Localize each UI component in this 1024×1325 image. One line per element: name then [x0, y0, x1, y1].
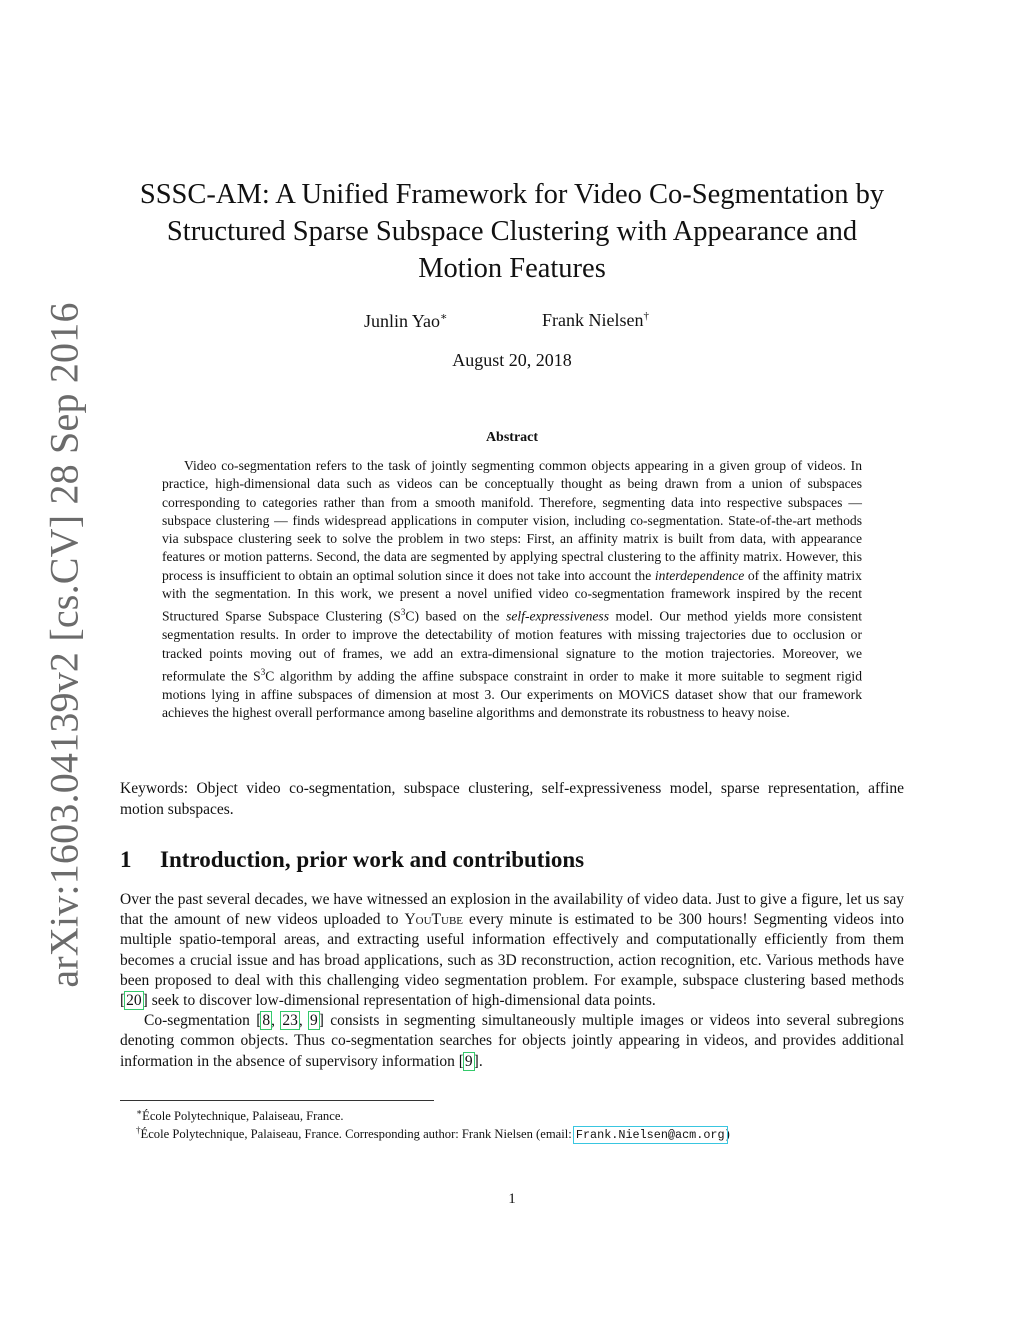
- section-number: 1: [120, 847, 132, 872]
- brand-name: YouTube: [404, 911, 464, 929]
- keywords: Keywords: Object video co-segmentation, subspace clustering, self-expressiveness model, sparse representation, affine motion subspaces.: [120, 780, 904, 818]
- author-footnote-mark: †: [643, 310, 649, 322]
- citation-link[interactable]: 9: [464, 1052, 473, 1070]
- footnote-2: †École Polytechnique, Palaiseau, France. Corresponding author: Frank Nielsen (email: Frank.Nielsen@acm.org): [120, 1122, 904, 1144]
- email-link[interactable]: Frank.Nielsen@acm.org: [575, 1128, 725, 1143]
- emphasis: interdependence: [654, 567, 745, 583]
- abstract-heading: Abstract: [485, 430, 539, 445]
- paragraph: Over the past several decades, we have witnessed an explosion in the availability of video data. Just to give a figure, let us say that the amount of new videos uploaded to YouTube every minute is estimated to be 300 hours! Segmenting videos into multiple spatio-temporal areas, and extracting useful information effectively and computationally efficiently from them becomes a crucial issue and has broad applications, such as 3D reconstruction, action recognition, etc. Various methods have been proposed to deal with this challenging video segmentation problem. For example, subspace clustering based methods [20] seek to discover low-dimensional representation of high-dimensional data points.: [120, 891, 905, 1010]
- footnote-divider: [120, 1100, 434, 1101]
- paper-title: [100, 176, 924, 287]
- citation-link[interactable]: 9: [310, 1012, 318, 1030]
- footnote-mark: †: [136, 1125, 141, 1135]
- introduction-text: [120, 890, 904, 1072]
- page-number: 1: [508, 1191, 516, 1207]
- title-line: Structured Sparse Subspace Clustering with Appearance and: [166, 216, 858, 247]
- footnote-mark: ∗: [136, 1107, 143, 1117]
- paragraph: Co-segmentation [8, 23, 9] consists in segmenting simultaneously multiple images or videos into several subregions denoting common objects. Thus co-segmentation searches for objects jointly appearing in videos, and provides additional information in the absence of supervisory information [9].: [120, 1012, 905, 1070]
- emphasis: self-expressiveness: [506, 608, 609, 624]
- arxiv-identifier[interactable]: arXiv:1603.04139v2 [cs.CV] 28 Sep 2016: [41, 302, 87, 988]
- author-footnote-mark: ∗: [440, 311, 448, 323]
- title-line: SSSC-AM: A Unified Framework for Video Co-Segmentation by: [139, 179, 885, 210]
- author-junlin-yao: Junlin Yao∗: [364, 311, 448, 331]
- paper-date: August 20, 2018: [452, 350, 572, 370]
- citation-link[interactable]: 8: [262, 1012, 271, 1030]
- title-line: Motion Features: [418, 253, 606, 284]
- citation-link[interactable]: 23: [282, 1012, 298, 1030]
- section-title: Introduction, prior work and contributions: [160, 847, 585, 872]
- author-frank-nielsen: Frank Nielsen†: [542, 310, 649, 330]
- citation-link[interactable]: 20: [126, 992, 142, 1010]
- footnote-1: ∗École Polytechnique, Palaiseau, France.: [120, 1104, 904, 1125]
- section-heading: [120, 847, 584, 873]
- abstract-text: Video co-segmentation refers to the task of jointly segmenting common objects appearing in a given group of videos. In practice, high-dimensional data such as videos can be conceptually thought as being drawn from a union of subspaces corresponding to categories rather than from a smooth manifold. Therefore, segmenting data into respective subspaces — subspace clustering — finds widespread applications in computer vision, including co-segmentation. State-of-the-art methods via subspace clustering seek to solve the problem in two steps: First, an affinity matrix is built from data, with appearance features or motion patterns. Second, the data are segmented by applying spectral clustering to the affinity matrix. However, this process is insufficient to obtain an optimal solution since it does not take into account the interdependence of the affinity matrix with the segmentation. In this work, we present a novel unified video co-segmentation framework inspired by the recent Structured Sparse Subspace Clustering $(S^3C)$ based on the self-expressiveness model. Our method yields more consistent segmentation results. In order to improve the detectability of motion features with missing trajectories due to occlusion or tracked points moving out of frames, we add an extra-dimensional signature to the motion trajectories. Moreover, we reformulate the $S^3C$ algorithm by adding the affine subspace constraint in order to make it more suitable to segment rigid motions lying in affine subspaces of dimension at most 3. Our experiments on MOViCS dataset show that our framework achieves the highest overall performance among baseline algorithms and demonstrate its robustness to heavy noise.: [162, 458, 862, 720]
